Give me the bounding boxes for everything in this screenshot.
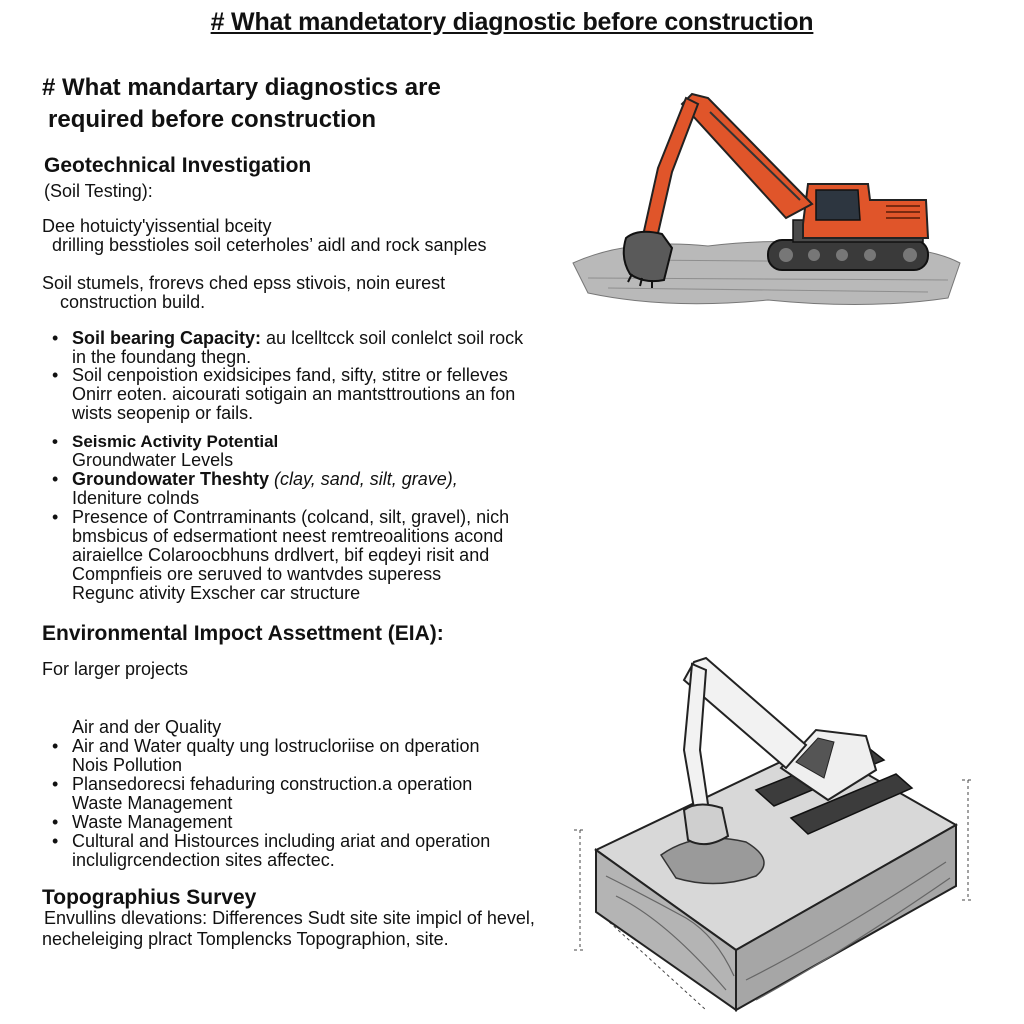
geo-bullet-5: • Presence of Contrraminants (colcand, silt, gravel), nich	[72, 508, 509, 527]
geo-bullet-1	[72, 329, 523, 348]
geo-bullet-2-cont: Onirr eoten. aicourati sotigain an mantsttroutions an fon	[72, 384, 516, 404]
geo-tail-line-3: Compnfieis ore seruved to wantvdes superess	[72, 564, 442, 584]
geo-tail-line-2: airaiellce Colaroocbhuns drdlvert, bif eqdeyi risit and	[72, 545, 490, 565]
geo-bullet-4-text: (clay, sand, silt, grave),	[274, 469, 458, 489]
geo-bullet-1-lead: Soil bearing Capacity:	[72, 328, 262, 348]
excavator-soil-block-illustration	[566, 650, 986, 1020]
geo-tail-line-1: bmsbicus of edsermationt neest remtreoalitions acond	[72, 526, 504, 546]
geotechnical-title: Geotechnical Investigation	[44, 154, 312, 177]
geo-bullet-1-text: au lcelltcck soil conlelct soil rock	[261, 328, 524, 348]
eia-bullet-4: • Cultural and Histources including ariat and operation	[72, 832, 490, 851]
geo-paragraph-1-line-1: Dee hotuicty'yissential bceity	[42, 216, 272, 236]
geo-bullet-4	[72, 470, 458, 489]
geo-tail-line-4: Regunc ativity Exscher car structure	[72, 583, 361, 603]
topo-title: Topographius Survey	[42, 886, 257, 909]
eia-bullet-2-cont: Waste Management	[72, 793, 233, 813]
geo-paragraph-1-line-2: drilling besstioles soil ceterholes’ aidl and rock sanples	[52, 235, 487, 255]
page-title: # What mandetatory diagnostic before construction	[210, 8, 814, 36]
main-heading-line-2: required before construction	[48, 106, 377, 133]
geo-paragraph-2-line-1: Soil stumels, frorevs ched epss stivois, noin eurest	[42, 273, 446, 293]
geo-bullet-3: • Seismic Activity Potential	[72, 432, 278, 451]
geo-bullet-3-cont: Groundwater Levels	[72, 450, 234, 470]
geo-bullet-4-lead: Groundowater Theshty	[72, 469, 270, 489]
eia-title: Environmental Impoct Assettment (EIA):	[42, 622, 444, 645]
excavator-illustration	[568, 88, 964, 310]
geotechnical-subtitle: (Soil Testing):	[44, 181, 153, 201]
geo-bullet-1-cont: in the foundang thegn.	[72, 347, 252, 367]
main-heading	[42, 72, 441, 136]
geo-bullet-2-cont-2: wists seopenip or fails.	[72, 403, 254, 423]
geo-paragraph-2-line-2: construction build.	[60, 292, 206, 312]
topo-line-1: Envullins dlevations: Differences Sudt site site impicl of hevel,	[44, 908, 535, 928]
eia-bullet-3: • Waste Management	[72, 813, 232, 832]
eia-pre-line: Air and der Quality	[72, 717, 222, 737]
eia-bullet-1-cont: Nois Pollution	[72, 755, 183, 775]
eia-intro: For larger projects	[42, 659, 189, 679]
eia-bullet-4-cont: incluligrcendection sites affectec.	[72, 850, 335, 870]
geo-bullet-4-cont: Ideniture colnds	[72, 488, 200, 508]
topo-line-2: necheleiging plract Tomplencks Topographion, site.	[42, 929, 449, 949]
eia-bullet-1: • Air and Water qualty ung lostrucloriise on dperation	[72, 737, 480, 756]
eia-bullet-2: • Plansedorecsi fehaduring construction.a operation	[72, 775, 472, 794]
main-heading-line-1: # What mandartary diagnostics are	[42, 74, 441, 101]
geo-bullet-2: • Soil cenpoistion exidsicipes fand, sifty, stitre or felleves	[72, 366, 508, 385]
